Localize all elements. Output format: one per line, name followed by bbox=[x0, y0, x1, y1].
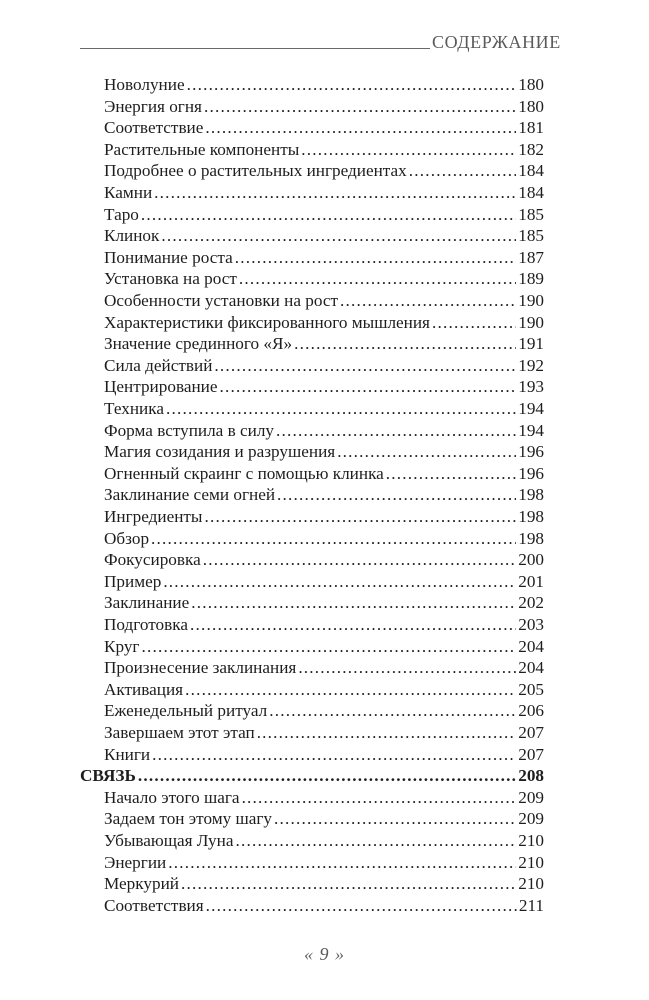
toc-dot-leader bbox=[187, 74, 517, 96]
toc-entry-row bbox=[104, 182, 544, 204]
toc-dot-leader bbox=[181, 873, 516, 895]
toc-entry-row bbox=[104, 614, 544, 636]
toc-entry-row bbox=[104, 420, 544, 442]
toc-page-number: 185 bbox=[518, 226, 544, 246]
toc-entry-title: Центрирование bbox=[104, 377, 218, 397]
toc-entry-title: Энергия огня bbox=[104, 96, 202, 116]
toc-dot-leader bbox=[191, 592, 516, 614]
toc-entry-title: Еженедельный ритуал bbox=[104, 701, 268, 721]
toc-entry-title: Обзор bbox=[104, 528, 150, 548]
toc-dot-leader bbox=[205, 117, 516, 139]
toc-page-number: 210 bbox=[518, 874, 544, 894]
toc-entry-title: Задаем тон этому шагу bbox=[104, 809, 272, 829]
toc-dot-leader bbox=[432, 312, 516, 334]
toc-entry-title: Новолуние bbox=[104, 75, 185, 94]
toc-page-number: 201 bbox=[518, 571, 544, 591]
toc-entry-title: Соответствия bbox=[104, 895, 204, 915]
toc-page-number: 196 bbox=[518, 442, 544, 462]
toc-page-number: 182 bbox=[518, 139, 544, 159]
toc-entry-title: Ингредиенты bbox=[104, 507, 203, 526]
toc-entry-row bbox=[104, 225, 544, 247]
toc-page-number: 194 bbox=[518, 420, 544, 440]
toc-entry-row bbox=[104, 592, 544, 614]
toc-entry-title: Огненный скраинг с помощью клинка bbox=[104, 463, 384, 483]
toc-entry-title: СВЯЗЬ bbox=[80, 766, 136, 786]
toc-page-number: 209 bbox=[518, 809, 544, 829]
toc-page-number: 187 bbox=[518, 247, 544, 267]
toc-entry-row bbox=[104, 700, 544, 722]
toc-page-number: 210 bbox=[518, 831, 544, 850]
toc-dot-leader bbox=[161, 225, 516, 247]
toc-entry-row bbox=[104, 247, 544, 269]
toc-entry-title: Сила действий bbox=[104, 355, 213, 375]
toc-entry-row bbox=[104, 398, 544, 420]
toc-page-number: 194 bbox=[518, 399, 544, 418]
toc-entry-title: Установка на рост bbox=[104, 269, 237, 289]
toc-entry-title: Заклинание bbox=[104, 593, 190, 613]
toc-chapter-row bbox=[80, 765, 544, 787]
toc-entry-title: Круг bbox=[104, 636, 140, 656]
toc-entry-row bbox=[104, 268, 544, 290]
toc-entry-row bbox=[104, 722, 544, 744]
toc-dot-leader bbox=[276, 420, 516, 442]
toc-entry-row bbox=[104, 744, 544, 766]
toc-entry-title: Характеристики фиксированного мышления bbox=[104, 312, 430, 332]
toc-entry-row bbox=[104, 376, 544, 398]
toc-dot-leader bbox=[337, 441, 516, 463]
toc-entry-row bbox=[104, 463, 544, 485]
toc-entry-title: Пример bbox=[104, 571, 162, 591]
toc-page-number: 193 bbox=[518, 377, 544, 397]
toc-page-number: 205 bbox=[518, 679, 544, 699]
toc-entry-title: Особенности установки на рост bbox=[104, 291, 339, 310]
toc-page-number: 190 bbox=[518, 312, 544, 332]
toc-entry-title: Активация bbox=[104, 679, 184, 699]
toc-dot-leader bbox=[219, 376, 516, 398]
toc-entry-title: Камни bbox=[104, 183, 153, 202]
toc-dot-leader bbox=[340, 290, 516, 312]
toc-dot-leader bbox=[386, 463, 516, 485]
toc-dot-leader bbox=[204, 96, 516, 118]
toc-entry-row bbox=[104, 830, 544, 852]
toc-entry-row bbox=[104, 312, 544, 334]
header-rule bbox=[80, 48, 430, 49]
toc-entry-row bbox=[104, 204, 544, 226]
toc-entry-title: Магия созидания и разрушения bbox=[104, 442, 336, 462]
toc-entry-row bbox=[104, 808, 544, 830]
toc-dot-leader bbox=[185, 679, 516, 701]
toc-entry-title: Таро bbox=[104, 204, 139, 224]
toc-dot-leader bbox=[242, 787, 517, 809]
toc-entry-title: Растительные компоненты bbox=[104, 139, 300, 159]
toc-entry-row bbox=[104, 484, 544, 506]
toc-entry-row bbox=[104, 139, 544, 161]
toc-entry-title: Книги bbox=[104, 744, 151, 764]
toc-page-number: 191 bbox=[518, 334, 544, 354]
toc-entry-title: Техника bbox=[104, 399, 164, 418]
toc-dot-leader bbox=[203, 549, 516, 571]
toc-entry-title: Форма вступила в силу bbox=[104, 420, 275, 440]
toc-entry-row bbox=[104, 571, 544, 593]
toc-dot-leader bbox=[235, 830, 516, 852]
running-head: СОДЕРЖАНИЕ bbox=[432, 32, 561, 52]
toc-entry-row bbox=[104, 852, 544, 874]
toc-dot-leader bbox=[274, 808, 516, 830]
toc-page-number: 184 bbox=[518, 183, 544, 202]
toc-entry-title: Начало этого шага bbox=[104, 787, 240, 807]
toc-page-number: 211 bbox=[518, 895, 544, 915]
toc-page-number: 181 bbox=[518, 118, 544, 138]
toc-dot-leader bbox=[239, 268, 516, 290]
toc-page-number: 210 bbox=[518, 852, 544, 872]
toc-dot-leader bbox=[269, 700, 516, 722]
toc-entry-row bbox=[104, 895, 544, 917]
toc-entry-row bbox=[104, 355, 544, 377]
toc-entry-row bbox=[104, 657, 544, 679]
toc-page-number: 192 bbox=[518, 355, 544, 375]
toc-page-number: 185 bbox=[518, 204, 544, 224]
toc-entry-row bbox=[104, 441, 544, 463]
toc-dot-leader bbox=[166, 398, 516, 420]
toc-dot-leader bbox=[141, 636, 516, 658]
toc-page-number: 204 bbox=[518, 658, 544, 678]
toc-entry-title: Произнесение заклинания bbox=[104, 658, 297, 678]
toc-entry-title: Убывающая Луна bbox=[104, 831, 234, 850]
toc-page-number: 208 bbox=[518, 766, 544, 786]
toc-dot-leader bbox=[277, 484, 516, 506]
toc-entry-row bbox=[104, 528, 544, 550]
toc-entry-title: Энергии bbox=[104, 852, 167, 872]
toc-page-number: 203 bbox=[518, 615, 544, 634]
toc-dot-leader bbox=[141, 204, 516, 226]
toc-dot-leader bbox=[206, 895, 517, 917]
toc-entry-row bbox=[104, 506, 544, 528]
toc-dot-leader bbox=[151, 528, 516, 550]
toc-page-number: 206 bbox=[518, 701, 544, 721]
toc-entry-row bbox=[104, 160, 544, 182]
toc-dot-leader bbox=[235, 247, 517, 269]
toc-entry-row bbox=[104, 117, 544, 139]
toc-entry-title: Клинок bbox=[104, 226, 160, 246]
toc-entry-title: Фокусировка bbox=[104, 550, 201, 570]
toc-dot-leader bbox=[294, 333, 516, 355]
toc-entry-title: Значение срединного «Я» bbox=[104, 334, 293, 354]
toc-dot-leader bbox=[168, 852, 516, 874]
toc-page-number: 190 bbox=[518, 291, 544, 310]
toc-page-number: 184 bbox=[518, 161, 544, 181]
toc-page-number: 207 bbox=[518, 723, 544, 742]
toc-dot-leader bbox=[190, 614, 516, 636]
toc-page-number: 209 bbox=[518, 787, 544, 807]
toc-entry-row bbox=[104, 679, 544, 701]
toc-dot-leader bbox=[301, 139, 516, 161]
toc-entry-row bbox=[104, 636, 544, 658]
toc-page-number: 180 bbox=[518, 75, 544, 94]
toc-entry-title: Заклинание семи огней bbox=[104, 485, 276, 505]
toc-entry-title: Подготовка bbox=[104, 615, 188, 634]
toc-page-number: 202 bbox=[518, 593, 544, 613]
toc-entry-row bbox=[104, 333, 544, 355]
toc-entry-title: Понимание роста bbox=[104, 247, 233, 267]
toc-dot-leader bbox=[214, 355, 516, 377]
toc-entry-title: Подробнее о растительных ингредиентах bbox=[104, 161, 407, 181]
toc-entry-row bbox=[104, 873, 544, 895]
toc-dot-leader bbox=[409, 160, 516, 182]
toc-dot-leader bbox=[257, 722, 517, 744]
page-number: « 9 » bbox=[304, 944, 345, 964]
toc-page-number: 198 bbox=[518, 528, 544, 548]
toc-entry-row bbox=[104, 74, 544, 96]
toc-page-number: 200 bbox=[518, 550, 544, 570]
toc-entry-title: Соответствие bbox=[104, 118, 204, 138]
toc-entry-row bbox=[104, 787, 544, 809]
toc-entry-row bbox=[104, 96, 544, 118]
toc-page-number: 207 bbox=[518, 744, 544, 764]
toc-dot-leader bbox=[298, 657, 516, 679]
toc-dot-leader bbox=[138, 765, 516, 787]
toc-entry-title: Завершаем этот этап bbox=[104, 723, 255, 742]
toc-dot-leader bbox=[163, 571, 516, 593]
toc-page-number: 180 bbox=[518, 96, 544, 116]
toc-entry-row bbox=[104, 290, 544, 312]
toc-entry-title: Меркурий bbox=[104, 874, 179, 894]
toc-page-number: 198 bbox=[518, 485, 544, 505]
toc-dot-leader bbox=[154, 182, 516, 204]
toc-page-number: 204 bbox=[518, 636, 544, 656]
toc-page-number: 189 bbox=[518, 269, 544, 289]
toc-dot-leader bbox=[152, 744, 516, 766]
toc-page-number: 196 bbox=[518, 463, 544, 483]
toc-dot-leader bbox=[204, 506, 516, 528]
toc-page-number: 198 bbox=[518, 507, 544, 526]
toc-entry-row bbox=[104, 549, 544, 571]
